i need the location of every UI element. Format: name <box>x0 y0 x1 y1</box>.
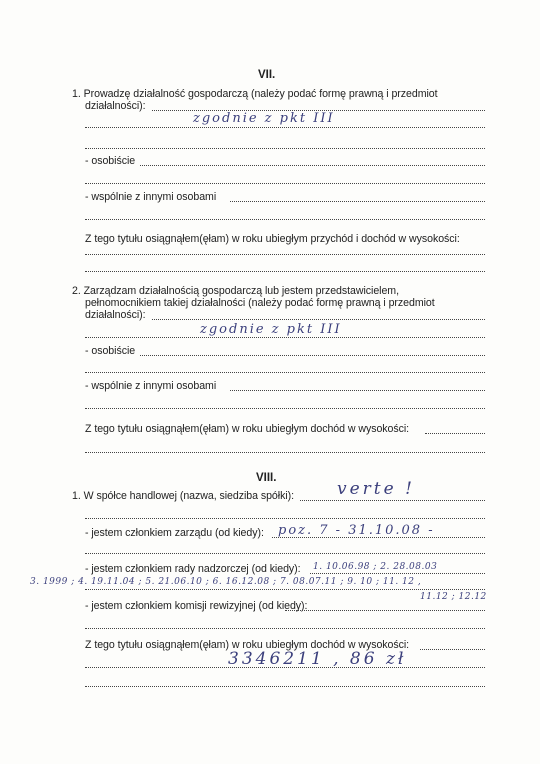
dotted-line <box>85 452 485 453</box>
dotted-line <box>85 219 485 220</box>
dotted-line <box>85 271 485 272</box>
supervisory-board-label: - jestem członkiem rady nadzorczej (od kiedy): <box>85 563 301 575</box>
dotted-line <box>152 319 485 320</box>
handwritten-answer: verte ! <box>337 479 415 499</box>
handwritten-answer: poz. 7 - 31.10.08 - <box>278 523 435 538</box>
handwritten-answer: zgodnie z pkt III <box>200 322 342 337</box>
dotted-line <box>85 589 485 590</box>
handwritten-answer: 11.12 ; 12.12 <box>420 592 487 602</box>
dotted-line <box>300 500 485 501</box>
dotted-line <box>85 553 485 554</box>
dotted-line <box>85 127 485 128</box>
dotted-line <box>310 573 485 574</box>
personally-label: - osobiście <box>85 155 136 167</box>
dotted-line <box>85 408 485 409</box>
handwritten-answer: 1. 10.06.98 ; 2. 28.08.03 <box>313 562 438 572</box>
section-7-question-2-line-3: działalności): <box>85 309 146 321</box>
section-7-heading: VII. <box>258 69 276 81</box>
dotted-line <box>85 148 485 149</box>
board-member-label: - jestem członkiem zarządu (od kiedy): <box>85 527 264 539</box>
dotted-line <box>230 390 485 391</box>
dotted-line <box>140 355 485 356</box>
dotted-line <box>85 183 485 184</box>
section-8-heading: VIII. <box>256 472 277 484</box>
dotted-line <box>85 518 485 519</box>
handwritten-answer: 3. 1999 ; 4. 19.11.04 ; 5. 21.06.10 ; 6. 16.12.08 ; 7. 08.07.11 ; 9. 10 ; 11. 12 , <box>30 577 422 587</box>
personally-label-2: - osobiście <box>85 345 136 357</box>
dotted-line <box>85 254 485 255</box>
jointly-label-2: - wspólnie z innymi osobami <box>85 380 217 392</box>
dotted-line <box>285 610 485 611</box>
income-question-1: Z tego tytułu osiągnąłem(ęłam) w roku ubiegłym przychód i dochód w wysokości: <box>85 233 460 245</box>
dotted-line <box>85 337 485 338</box>
jointly-label: - wspólnie z innymi osobami <box>85 191 217 203</box>
section-7-question-1-line-1: 1. Prowadzę działalność gospodarczą (należy podać formę prawną i przedmiot <box>72 88 438 100</box>
handwritten-answer: 3346211 , 86 zł <box>228 649 407 669</box>
dotted-line <box>140 165 485 166</box>
income-question-2: Z tego tytułu osiągnąłem(ęłam) w roku ubiegłym dochód w wysokości: <box>85 423 410 435</box>
dotted-line <box>85 686 485 687</box>
section-7-question-2-line-1: 2. Zarządzam działalnością gospodarczą lub jestem przedstawicielem, <box>72 285 399 297</box>
audit-committee-label: - jestem członkiem komisji rewizyjnej (od kiedy): <box>85 600 308 612</box>
dotted-line <box>425 433 485 434</box>
dotted-line <box>230 201 485 202</box>
section-8-question-1: 1. W spółce handlowej (nazwa, siedziba spółki): <box>72 490 294 502</box>
dotted-line <box>85 628 485 629</box>
dotted-line <box>85 372 485 373</box>
section-7-question-2-line-2: pełnomocnikiem takiej działalności (należy podać formę prawną i przedmiot <box>85 297 435 309</box>
section-7-question-1-line-2: działalności): <box>85 100 146 112</box>
dotted-line <box>85 667 485 668</box>
handwritten-answer: zgodnie z pkt III <box>193 111 335 126</box>
dotted-line <box>420 649 485 650</box>
income-question-3: Z tego tytułu osiągnąłem(ęłam) w roku ubiegłym dochód w wysokości: <box>85 639 410 651</box>
